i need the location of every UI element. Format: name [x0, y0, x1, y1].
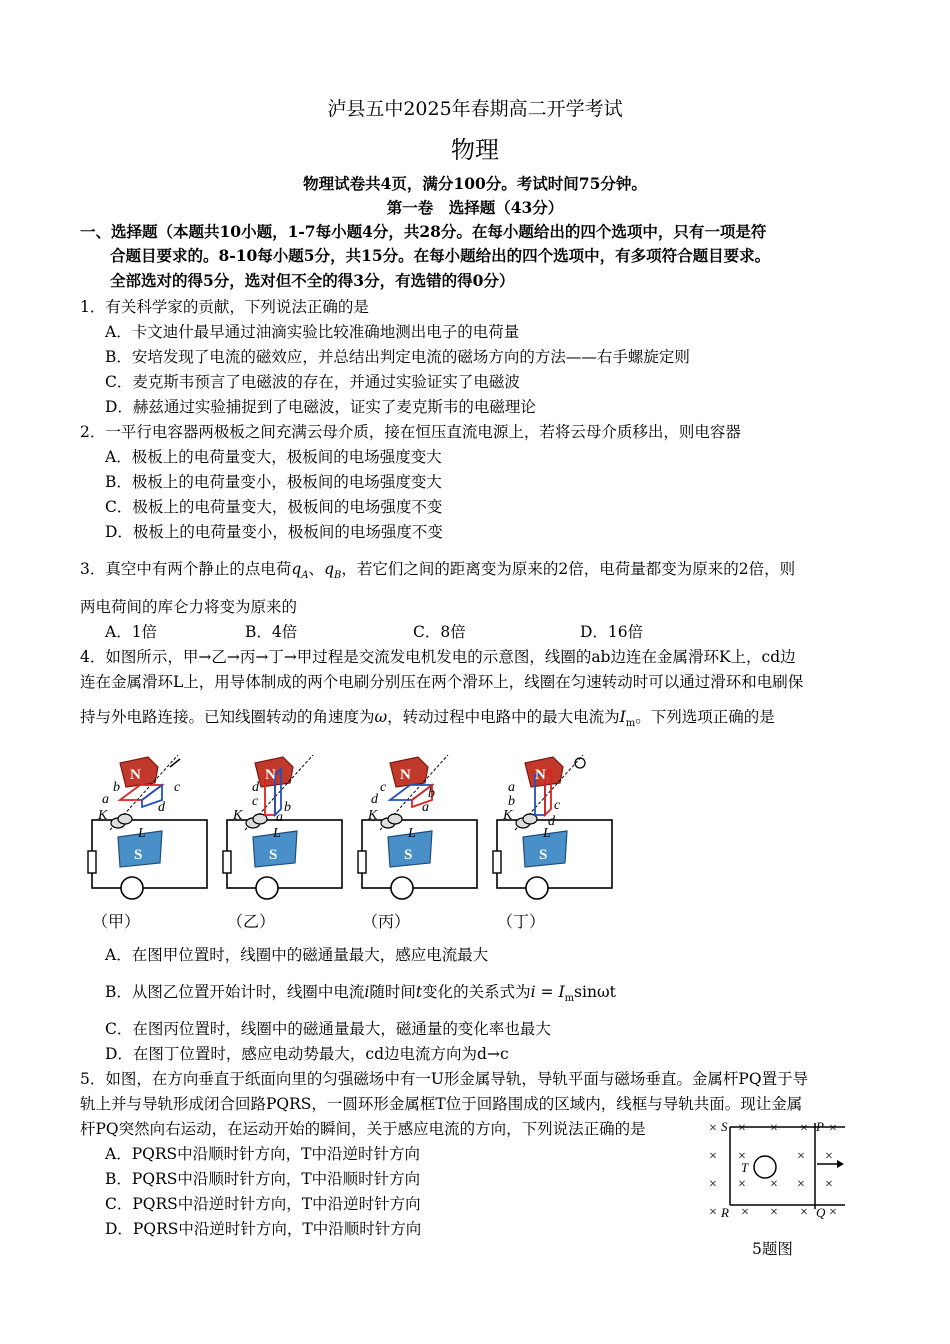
svg-text:×: ×	[709, 1205, 717, 1220]
fig-jia-d: d	[158, 800, 165, 815]
q3-stem-a: 3．真空中有两个静止的点电荷	[80, 560, 292, 578]
fig-ding-d: d	[548, 814, 555, 829]
svg-text:×: ×	[738, 1121, 746, 1136]
svg-text:×: ×	[741, 1205, 749, 1220]
fig-yi-c: c	[252, 794, 259, 809]
q5-option-d: D．PQRS中沿逆时针方向，T中沿顺时针方向	[105, 1220, 422, 1238]
q4-optb-formula-sub: m	[564, 993, 575, 1005]
q3-charge-a-sub: A	[301, 570, 309, 582]
q3-stem-line2: 两电荷间的库仑力将变为原来的	[80, 598, 298, 616]
q4-im-sub: m	[625, 718, 636, 730]
q3-option-b: B．4倍	[245, 623, 298, 641]
fig-ding-a: a	[508, 780, 515, 795]
q3-sep: 、	[308, 560, 325, 578]
part-title: 第一卷 选择题（43分）	[386, 198, 564, 217]
q1-stem: 1．有关科学家的贡献，下列说法正确的是	[80, 298, 369, 316]
q5-label-t: T	[741, 1160, 749, 1175]
q4-optb-c: 变化的关系式为	[422, 983, 531, 1001]
q2-option-c: C．极板上的电荷量变大，极板间的电场强度不变	[105, 498, 443, 516]
exam-info: 物理试卷共4页，满分100分。考试时间75分钟。	[303, 174, 647, 193]
q5-label-r: R	[721, 1205, 729, 1220]
q4-line3-b: ，转动过程中电路中的最大电流为	[387, 708, 620, 726]
q4-line3-a: 持与外电路连接。已知线圈转动的角速度为	[80, 708, 375, 726]
svg-text:×: ×	[709, 1149, 717, 1164]
q4-optb-b: 随时间	[369, 983, 416, 1001]
svg-text:×: ×	[800, 1205, 808, 1220]
q5-figure-caption: 5题图	[752, 1240, 793, 1258]
q3-option-a: A．1倍	[105, 623, 158, 641]
subject-title: 物理	[451, 136, 499, 164]
q4-optb-formula-tail: sinωt	[574, 983, 616, 1001]
q4-optb-i: i	[364, 983, 370, 1001]
fig-yi-b: b	[284, 800, 291, 815]
q2-stem: 2．一平行电容器两极板之间充满云母介质，接在恒压直流电源上，若将云母介质移出，则电容器	[80, 423, 741, 441]
q2-option-d: D．极板上的电荷量变小，极板间的电场强度不变	[105, 523, 443, 541]
q4-option-c: C．在图丙位置时，线圈中的磁通量最大，磁通量的变化率也最大	[105, 1020, 551, 1038]
q1-option-b: B．安培发现了电流的磁效应，并总结出判定电流的磁场方向的方法——右手螺旋定则	[105, 348, 690, 366]
fig-ding-c: c	[554, 798, 561, 813]
fig-bing-d: d	[371, 792, 378, 807]
fig-yi-a: a	[276, 810, 283, 825]
q4-stem-line3	[80, 705, 775, 729]
svg-text:×: ×	[800, 1121, 808, 1136]
q3-option-c: C．8倍	[413, 623, 466, 641]
q5-label-s: S	[721, 1119, 728, 1134]
svg-text:×: ×	[738, 1149, 746, 1164]
svg-text:×: ×	[770, 1121, 778, 1136]
q4-stem-line2: 连在金属滑环L上，用导体制成的两个电刷分别压在两个滑环上，线圈在匀速转动时可以通过滑环和电刷保	[80, 673, 804, 691]
fig-label-bing: （丙）	[362, 914, 411, 931]
fig-jia	[88, 755, 207, 899]
svg-text:×: ×	[825, 1177, 833, 1192]
q5-label-q: Q	[816, 1205, 826, 1220]
section-instructions-line1: 一、选择题（本题共10小题，1-7每小题4分，共28分。在每小题给出的四个选项中，只有一项是符	[80, 222, 767, 241]
q3-charge-b: q	[324, 560, 334, 578]
q5-stem-line3: 杆PQ突然向右运动，在运动开始的瞬间，关于感应电流的方向，下列说法正确的是	[80, 1120, 646, 1138]
fig-bing-a: a	[422, 800, 429, 815]
q4-option-d: D．在图丁位置时，感应电动势最大，cd边电流方向为d→c	[105, 1045, 509, 1063]
svg-text:×: ×	[770, 1205, 778, 1220]
q1-option-a: A．卡文迪什最早通过油滴实验比较准确地测出电子的电荷量	[105, 323, 520, 341]
svg-text:×: ×	[829, 1205, 837, 1220]
fig-ding-l: L	[543, 826, 551, 841]
q4-option-b	[105, 980, 616, 1004]
svg-text:×: ×	[797, 1177, 805, 1192]
fig-ding-n: N	[535, 767, 546, 783]
fig-jia-l: L	[138, 826, 146, 841]
fig-yi-n: N	[265, 767, 276, 783]
fig-yi-l: L	[273, 826, 281, 841]
q5-figure	[705, 1115, 850, 1225]
q4-option-a: A．在图甲位置时，线圈中的磁通量最大，感应电流最大	[105, 946, 489, 964]
q2-option-b: B．极板上的电荷量变小，极板间的电场强度变大	[105, 473, 442, 491]
fig-label-ding: （丁）	[497, 914, 546, 931]
q1-option-d: D．赫兹通过实验捕捉到了电磁波，证实了麦克斯韦的电磁理论	[105, 398, 536, 416]
fig-bing-s: S	[404, 847, 413, 863]
fig-yi-s: S	[269, 847, 278, 863]
fig-ding-k: K	[503, 808, 513, 823]
fig-yi	[223, 755, 342, 899]
q1-option-c: C．麦克斯韦预言了电磁波的存在，并通过实验证实了电磁波	[105, 373, 520, 391]
svg-text:×: ×	[738, 1177, 746, 1192]
q3-charge-a: q	[291, 560, 302, 578]
fig-label-yi: （乙）	[227, 914, 276, 931]
q4-omega: ω	[374, 708, 388, 726]
svg-text:×: ×	[829, 1121, 837, 1136]
q4-stem-line1: 4．如图所示，甲→乙→丙→丁→甲过程是交流发电机发电的示意图，线圈的ab边连在金属滑环K上，cd边	[80, 648, 796, 666]
q4-optb-t: t	[415, 983, 423, 1001]
q3-option-d: D．16倍	[580, 623, 644, 641]
q4-line3-c: 。下列选项正确的是	[635, 708, 775, 726]
q4-optb-a: B．从图乙位置开始计时，线圈中电流	[105, 983, 365, 1001]
fig-ding-b: b	[508, 794, 515, 809]
svg-text:×: ×	[709, 1121, 717, 1136]
q5-option-c: C．PQRS中沿逆时针方向，T中沿逆时针方向	[105, 1195, 421, 1213]
svg-text:×: ×	[770, 1177, 778, 1192]
q5-option-a: A．PQRS中沿顺时针方向，T中沿逆时针方向	[105, 1145, 420, 1163]
fig-jia-n: N	[130, 767, 141, 783]
fig-yi-d: d	[252, 780, 259, 795]
fig-bing-n: N	[400, 767, 411, 783]
q5-stem-line2: 轨上并与导轨形成闭合回路PQRS，一圆环形金属框T位于回路围成的区域内，线框与导轨共面。现让金属	[80, 1095, 803, 1113]
svg-text:×: ×	[709, 1177, 717, 1192]
q5-label-p: P	[816, 1119, 824, 1134]
q2-option-a: A．极板上的电荷量变大，极板间的电场强度变大	[105, 448, 442, 466]
q3-charge-b-sub: B	[334, 570, 342, 582]
q5-option-b: B．PQRS中沿顺时针方向，T中沿顺时针方向	[105, 1170, 421, 1188]
fig-jia-a: a	[102, 792, 109, 807]
q5-stem-line1: 5．如图，在方向垂直于纸面向里的匀强磁场中有一U形金属导轨，导轨平面与磁场垂直。金属杆PQ置于导	[80, 1070, 809, 1088]
fig-yi-k: K	[233, 808, 243, 823]
q3-stem	[80, 557, 795, 581]
fig-bing-c: c	[380, 780, 387, 795]
fig-bing-b: b	[428, 786, 435, 801]
q4-optb-formula: i = I	[530, 983, 565, 1001]
q4-generator-figure	[80, 745, 620, 940]
fig-bing-l: L	[408, 826, 416, 841]
svg-text:×: ×	[825, 1149, 833, 1164]
fig-bing-k: K	[368, 808, 378, 823]
fig-ding-s: S	[539, 847, 548, 863]
fig-label-jia: （甲）	[92, 914, 141, 931]
q3-stem-b: ，若它们之间的距离变为原来的2倍，电荷量都变为原来的2倍，则	[341, 560, 796, 578]
q4-im: I	[619, 708, 626, 726]
fig-jia-k: K	[98, 808, 108, 823]
fig-jia-c: c	[174, 780, 181, 795]
fig-jia-s: S	[134, 847, 143, 863]
fig-bing	[358, 755, 477, 899]
svg-text:×: ×	[797, 1149, 805, 1164]
section-instructions-line2: 合题目要求的。8-10每小题5分，共15分。在每小题给出的四个选项中，有多项符合题目要求。	[110, 246, 771, 265]
section-instructions-line3: 全部选对的得5分，选对但不全的得3分，有选错的得0分）	[110, 271, 515, 290]
fig-jia-b: b	[113, 780, 120, 795]
exam-title: 泸县五中2025年春期高二开学考试	[327, 98, 623, 120]
